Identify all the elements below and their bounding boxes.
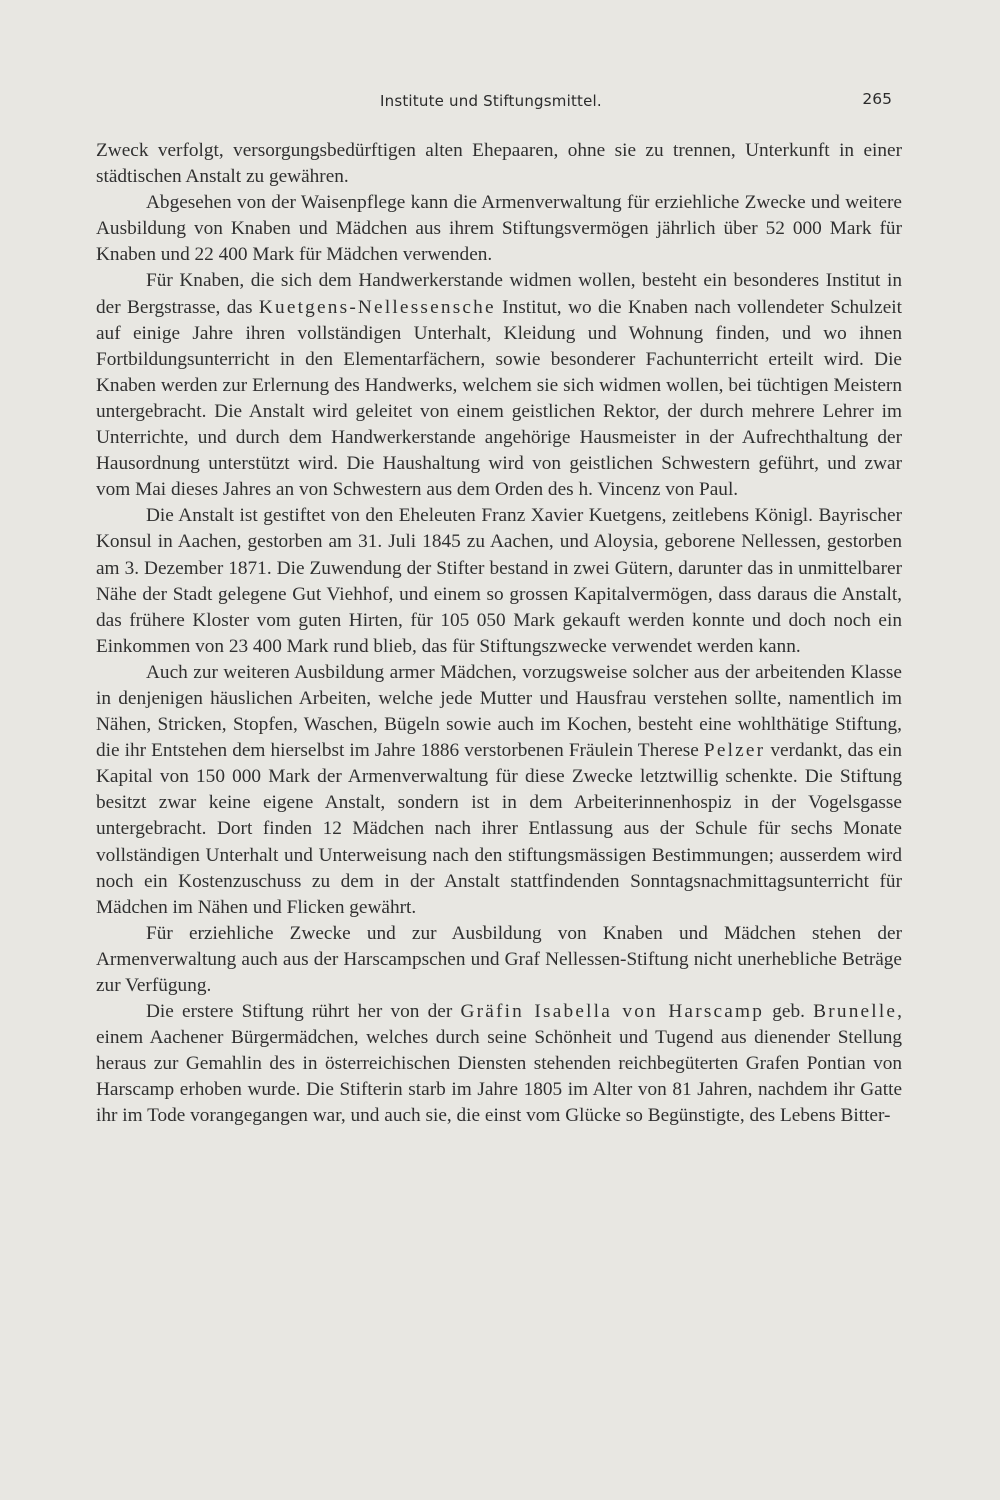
text-run: Abgesehen von der Waisenpflege kann die Armenverwaltung für erziehliche Zwecke und weitere Ausbildung von Knaben und Mädchen aus ihrem Stiftungsvermögen jährlich über 52 000 Mark für Knaben und 22 400 Mark für Mädchen verwenden. [96,192,902,266]
text-run: Zweck verfolgt, versorgungsbedürftigen alten Ehepaaren, ohne sie zu trennen, Unterkunft in einer städtischen Anstalt zu gewähren. [96,140,902,188]
spaced-name: Pelzer [703,740,766,762]
body-text [96,138,902,1130]
running-title: Institute und Stiftungsmittel. [380,92,602,110]
text-run: Die Anstalt ist gestiftet von den Eheleuten Franz Xavier Kuetgens, zeitlebens Königl. Bayrischer Konsul in Aachen, gestorben am 31. Juli 1845 zu Aachen, und Aloysia, geborene Nellessen, gestorben am 3. Dezember 1871. Die Zuwendung der Stifter bestand in zwei Gütern, darunter das in unmittelbarer Nähe der Stadt gelegene Gut Viehhof, und einem so grossen Kapitalvermögen, dass daraus die Anstalt, das frühere Kloster vom guten Hirten, für 105 050 Mark gekauft werden konnte und doch noch ein Einkommen von 23 400 Mark rund blieb, das für Stiftungszwecke verwendet werden kann. [96,505,902,657]
text-run: Die erstere Stiftung rührt her von der [146,1001,461,1023]
text-run: geb. [764,1001,814,1023]
page-number: 265 [862,90,892,108]
page-header [96,88,898,114]
paragraph [96,138,902,190]
spaced-name: Brunelle [813,1001,898,1023]
text-run: , einem Aachener Bürgermädchen, welches durch seine Schönheit und Tugend aus dienender Stellung heraus zur Gemahlin des in österreichischen Diensten stehenden reichbegüterten Grafen Pontian von Harscamp erhoben wurde. Die Stifterin starb im Jahre 1805 im Alter von 81 Jahren, nachdem ihr Gatte ihr im Tode vorangegangen war, und auch sie, die einst vom Glücke so Begünstigte, des Lebens Bitter- [96,1001,902,1127]
paragraph [96,660,902,921]
text-run: Für erziehliche Zwecke und zur Ausbildung von Knaben und Mädchen stehen der Armenverwaltung auch aus der Harscampschen und Graf Nellessen-Stiftung nicht unerhebliche Beträge zur Verfügung. [96,922,902,996]
paragraph [96,268,902,503]
paragraph [96,190,902,268]
paragraph [96,503,902,660]
text-run: Auch zur weiteren Ausbildung armer Mädchen, vorzugsweise solcher aus der arbeitenden Klasse in denjenigen häuslichen Arbeiten, welche jede Mutter und Hausfrau verstehen sollte, namentlich im Nähen, Stricken, Stopfen, Waschen, Bügeln sowie auch im Kochen, besteht eine wohlthätige Stiftung, die ihr Entstehen dem hierselbst im Jahre 1886 verstorbenen Fräulein Therese [96,661,902,762]
paragraph [96,921,902,999]
text-run: Für Knaben, die sich dem Handwerkerstande widmen wollen, besteht ein besonderes Institut in der Bergstrasse, das [96,270,902,318]
spaced-name: Gräfin Isabella von Harscamp [460,1001,765,1023]
text-run: verdankt, das ein Kapital von 150 000 Mark der Armenverwaltung für diese Zwecke letztwillig schenkte. Die Stiftung besitzt zwar keine eigene Anstalt, sondern ist in dem Arbeiterinnenhospiz in der Vogelsgasse untergebracht. Dort finden 12 Mädchen nach ihrer Entlassung aus der Schule für sechs Monate vollständigen Unterhalt und Unterweisung nach den stiftungsmässigen Bestimmungen; ausserdem wird noch ein Kostenzuschuss zu dem in der Anstalt stattfindenden Sonntagsnachmittagsunterricht für Mädchen im Nähen und Flicken gewährt. [96,740,902,918]
paragraph [96,999,902,1129]
spaced-name: Kuetgens-Nellessensche [258,296,496,318]
text-run: Institut, wo die Knaben nach vollendeter Schulzeit auf einige Jahre ihren vollständigen Unterhalt, Kleidung und Wohnung finden, und wo ihnen Fortbildungsunterricht in den Elementarfächern, sowie besonderer Fachunterricht erteilt wird. Die Knaben werden zur Erlernung des Handwerks, welchem sie sich widmen wollen, bei tüchtigen Meistern untergebracht. Die Anstalt wird geleitet von einem geistlichen Rektor, der durch mehrere Lehrer im Unterrichte, und durch dem Handwerkerstande angehörige Hausmeister in der Aufrechthaltung der Hausordnung unterstützt wird. Die Haushaltung wird von geistlichen Schwestern geführt, und zwar vom Mai dieses Jahres an von Schwestern aus dem Orden des h. Vincenz von Paul. [96,296,902,501]
